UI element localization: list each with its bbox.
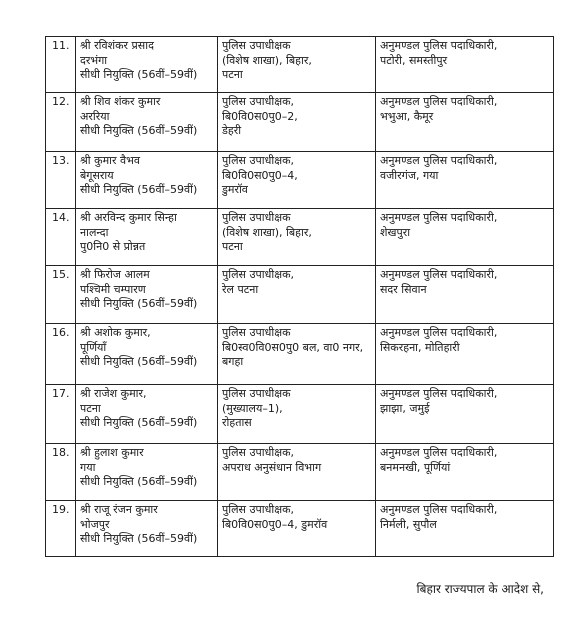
serial-number-cell: 19. [46, 501, 76, 557]
officer-cell [76, 93, 218, 152]
new-posting-line: सिकरहना, मोतिहारी [380, 340, 460, 354]
new-posting-cell [376, 444, 554, 501]
serial-number-cell: 15. [46, 266, 76, 324]
officer-line: गया [80, 460, 96, 474]
current-posting-line: पुलिस उपाधीक्षक, [222, 154, 295, 167]
officer-line: श्री हुलाश कुमार [80, 446, 144, 459]
current-posting-line: बि0स्व0वि0स0पु0 बल, वा0 नगर, [222, 340, 364, 354]
officer-line: श्री शिव शंकर कुमार [80, 95, 161, 108]
new-posting-line: अनुमण्डल पुलिस पदाधिकारी, [380, 387, 498, 400]
current-posting-cell [218, 152, 376, 209]
officer-line: सीधी नियुक्ति (56वीं–59वीं) [80, 416, 198, 429]
new-posting-line: बनमनखी, पूर्णियां [380, 460, 451, 474]
current-posting-cell [218, 444, 376, 501]
serial-number-cell: 14. [46, 209, 76, 266]
officer-cell [76, 37, 218, 93]
current-posting-line: पुलिस उपाधीक्षक, [222, 503, 295, 516]
officer-cell [76, 444, 218, 501]
current-posting-cell [218, 501, 376, 557]
current-posting-line: (विशेष शाखा), बिहार, [222, 225, 312, 239]
new-posting-line: शेखपुरा [380, 225, 411, 239]
current-posting-line: डुमरॉव [222, 183, 248, 196]
current-posting-line: बि0वि0स0पु0–4, [222, 168, 298, 182]
current-posting-line: पुलिस उपाधीक्षक, [222, 446, 295, 459]
new-posting-line: अनुमण्डल पुलिस पदाधिकारी, [380, 268, 498, 281]
current-posting-line: पुलिस उपाधीक्षक [222, 326, 291, 339]
serial-number-cell: 11. [46, 37, 76, 93]
new-posting-cell [376, 324, 554, 385]
officer-line: दरभंगा [80, 53, 108, 67]
officer-line: भोजपुर [80, 517, 110, 531]
officer-line: श्री राजू रंजन कुमार [80, 503, 158, 516]
footer-order-text: बिहार राज्यपाल के आदेश से, [416, 582, 544, 596]
current-posting-cell [218, 385, 376, 444]
current-posting-line: (मुख्यालय–1), [222, 401, 283, 415]
current-posting-cell [218, 324, 376, 385]
officer-line: पूर्णियाँ [80, 340, 107, 354]
new-posting-line: अनुमण्डल पुलिस पदाधिकारी, [380, 503, 498, 516]
officer-line: बेगूसराय [80, 168, 114, 182]
serial-number-cell: 13. [46, 152, 76, 209]
table-row [46, 37, 554, 93]
officer-cell [76, 266, 218, 324]
serial-number-cell: 17. [46, 385, 76, 444]
officer-line: सीधी नियुक्ति (56वीं–59वीं) [80, 183, 198, 196]
officer-cell [76, 152, 218, 209]
new-posting-line: अनुमण्डल पुलिस पदाधिकारी, [380, 211, 498, 224]
current-posting-line: अपराध अनुसंधान विभाग [222, 460, 322, 474]
officer-line: श्री राजेश कुमार, [80, 387, 147, 400]
current-posting-cell [218, 37, 376, 93]
current-posting-line: पुलिस उपाधीक्षक [222, 39, 291, 52]
current-posting-line: पटना [222, 68, 243, 81]
table-row [46, 152, 554, 209]
officer-line: सीधी नियुक्ति (56वीं–59वीं) [80, 124, 198, 137]
officer-line: पु0नि0 से प्रोन्नत [80, 240, 146, 253]
new-posting-line: झाझा, जमुई [380, 401, 430, 415]
new-posting-cell [376, 37, 554, 93]
officer-line: श्री फिरोज आलम [80, 268, 150, 281]
officer-cell [76, 209, 218, 266]
table-row [46, 501, 554, 557]
officer-line: अररिया [80, 109, 110, 123]
new-posting-line: अनुमण्डल पुलिस पदाधिकारी, [380, 154, 498, 167]
serial-number-cell: 16. [46, 324, 76, 385]
new-posting-cell [376, 385, 554, 444]
officer-cell [76, 324, 218, 385]
current-posting-line: पुलिस उपाधीक्षक [222, 211, 291, 224]
officer-line: श्री अशोक कुमार, [80, 326, 151, 339]
table-row [46, 444, 554, 501]
serial-number-cell: 18. [46, 444, 76, 501]
officer-line: पटना [80, 401, 101, 415]
new-posting-line: अनुमण्डल पुलिस पदाधिकारी, [380, 446, 498, 459]
current-posting-line: बगहा [222, 355, 244, 368]
officer-line: सीधी नियुक्ति (56वीं–59वीं) [80, 355, 198, 368]
officer-line: श्री कुमार वैभव [80, 154, 140, 167]
new-posting-cell [376, 501, 554, 557]
table-row [46, 209, 554, 266]
new-posting-line: सदर सिवान [380, 282, 427, 296]
current-posting-line: (विशेष शाखा), बिहार, [222, 53, 312, 67]
new-posting-line: अनुमण्डल पुलिस पदाधिकारी, [380, 39, 498, 52]
table-row [46, 266, 554, 324]
officer-line: पश्चिमी चम्पारण [80, 282, 146, 296]
officer-cell [76, 385, 218, 444]
officer-line: नालन्दा [80, 225, 109, 239]
current-posting-line: पुलिस उपाधीक्षक [222, 387, 291, 400]
current-posting-line: बि0वि0स0पु0–2, [222, 109, 298, 123]
new-posting-cell [376, 152, 554, 209]
officer-line: श्री रविशंकर प्रसाद [80, 39, 154, 52]
current-posting-line: रोहतास [222, 416, 252, 429]
new-posting-line: भभुआ, कैमूर [380, 109, 434, 123]
posting-table [45, 36, 554, 557]
new-posting-cell [376, 93, 554, 152]
current-posting-line: डेहरी [222, 124, 242, 137]
new-posting-line: निर्मली, सुपौल [380, 517, 437, 531]
new-posting-line: अनुमण्डल पुलिस पदाधिकारी, [380, 95, 498, 108]
new-posting-line: अनुमण्डल पुलिस पदाधिकारी, [380, 326, 498, 339]
serial-number-cell: 12. [46, 93, 76, 152]
current-posting-cell [218, 209, 376, 266]
new-posting-cell [376, 266, 554, 324]
current-posting-line: रेल पटना [222, 282, 259, 296]
officer-line: सीधी नियुक्ति (56वीं–59वीं) [80, 297, 198, 310]
current-posting-cell [218, 93, 376, 152]
current-posting-line: पटना [222, 240, 243, 253]
officer-line: सीधी नियुक्ति (56वीं–59वीं) [80, 532, 198, 545]
new-posting-line: पटोरी, समस्तीपुर [380, 53, 448, 67]
officer-line: सीधी नियुक्ति (56वीं–59वीं) [80, 68, 198, 81]
current-posting-line: पुलिस उपाधीक्षक, [222, 268, 295, 281]
new-posting-line: वजीरगंज, गया [380, 168, 439, 182]
new-posting-cell [376, 209, 554, 266]
current-posting-cell [218, 266, 376, 324]
officer-cell [76, 501, 218, 557]
table-row [46, 385, 554, 444]
current-posting-line: पुलिस उपाधीक्षक, [222, 95, 295, 108]
table-row [46, 324, 554, 385]
table-row [46, 93, 554, 152]
officer-line: सीधी नियुक्ति (56वीं–59वीं) [80, 475, 198, 488]
current-posting-line: बि0वि0स0पु0–4, डुमरॉव [222, 517, 328, 531]
officer-line: श्री अरविन्द कुमार सिन्हा [80, 211, 177, 224]
